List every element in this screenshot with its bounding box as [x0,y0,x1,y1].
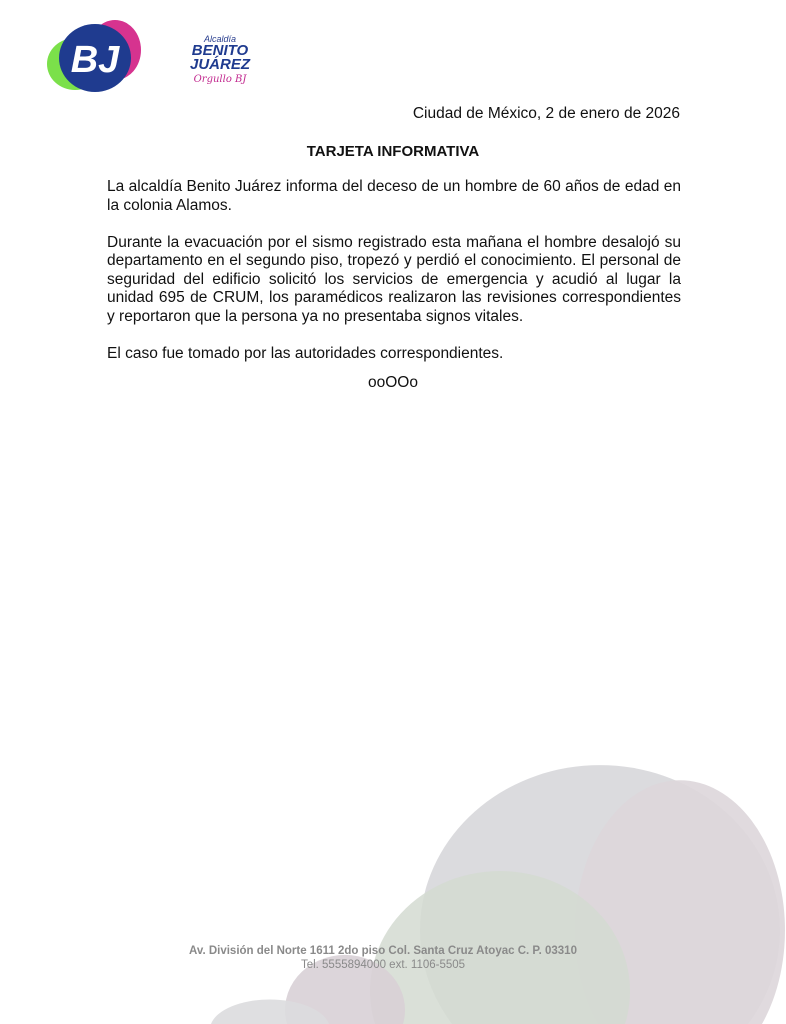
footer-phone: Tel. 5555894000 ext. 1106-5505 [300,959,466,971]
document-body [107,178,681,382]
alcaldia-logo [45,14,250,96]
date-line: Ciudad de México, 2 de enero de 2026 [412,105,680,122]
document-title: TARJETA INFORMATIVA [306,143,480,160]
separator: ooOOo [368,374,418,391]
footer [0,944,766,972]
logo-name-2: JUÁREZ [189,56,250,73]
bj-logo-icon [45,14,155,96]
paragraph: La alcaldía Benito Juárez informa del deceso de un hombre de 60 años de edad en la colonia Alamos. [107,178,681,214]
footer-address: Av. División del Norte 1611 2do piso Col. Santa Cruz Atoyac C. P. 03310 [189,945,577,957]
logo-name-1: BENITO [191,42,249,59]
paragraph: El caso fue tomado por las autoridades correspondientes. [107,344,504,362]
svg-text:BJ: BJ [70,39,120,81]
logo-small-text: Alcaldía [203,34,237,44]
logo-tagline: Orgullo BJ [193,74,247,85]
paragraph: Durante la evacuación por el sismo registrado esta mañana el hombre desalojó su departamento en el segundo piso, tropezó y perdió el conocimiento. El personal de seguridad del edificio solicitó los servicios de emergencia y acudió al lugar la unidad 695 de CRUM, los paramédicos realizaron las revisiones correspondientes y reportaron que la persona ya no presentaba signos vitales. [107,233,681,325]
